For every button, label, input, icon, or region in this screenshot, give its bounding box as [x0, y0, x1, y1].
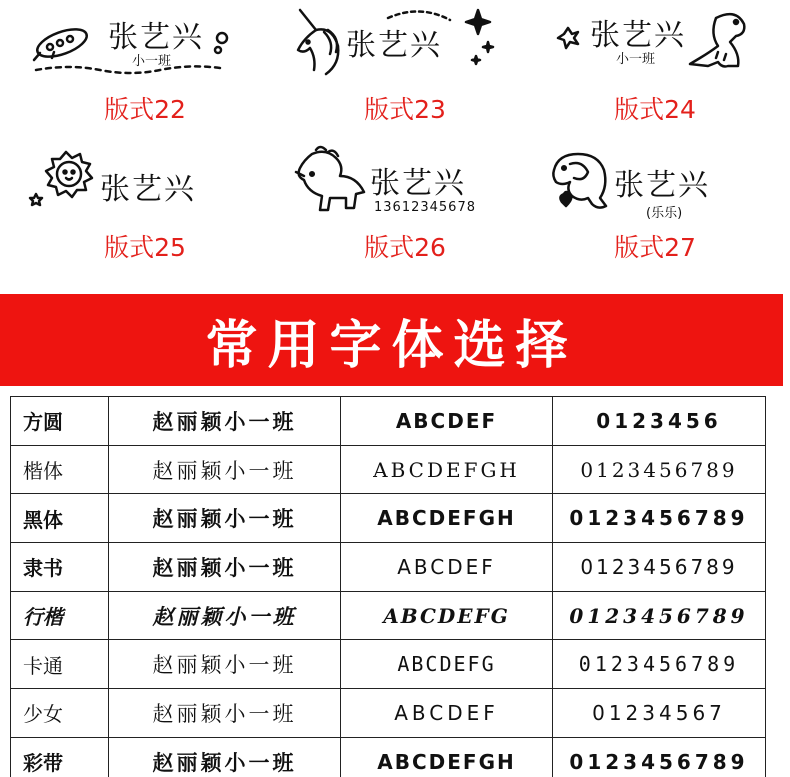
chinese-sample: 赵丽颖小一班 [109, 445, 341, 494]
chinese-sample: 赵丽颖小一班 [109, 591, 341, 640]
number-sample: 0123456789 [553, 543, 766, 592]
stamp-name: 张艺兴 [370, 166, 466, 201]
style-sample-22[interactable] [30, 8, 260, 138]
style-sample-27[interactable] [540, 146, 770, 276]
style-label: 版式26 [364, 233, 446, 262]
number-sample: 0123456789 [553, 591, 766, 640]
letter-sample: ABCDEFGH [341, 494, 553, 543]
font-name: 行楷 [11, 591, 109, 640]
style-sample-26[interactable] [290, 146, 520, 276]
stamp-sub: 小一班 [616, 52, 656, 67]
table-row[interactable] [11, 640, 766, 689]
stamp-sub: 小一班 [132, 54, 172, 69]
style-sample-24[interactable] [540, 8, 770, 138]
font-name: 楷体 [11, 445, 109, 494]
letter-sample: ABCDEF [341, 689, 553, 738]
stamp-name: 张艺兴 [590, 18, 686, 53]
font-name: 黑体 [11, 494, 109, 543]
chinese-sample: 赵丽颖小一班 [109, 640, 341, 689]
font-table [10, 396, 766, 777]
table-row[interactable] [11, 494, 766, 543]
font-name: 隶书 [11, 543, 109, 592]
stamp-name: 张艺兴 [100, 172, 196, 207]
number-sample: 0123456789 [553, 640, 766, 689]
letter-sample: ABCDEFG [341, 591, 553, 640]
table-row[interactable] [11, 689, 766, 738]
number-sample: 01234567 [553, 689, 766, 738]
stamp-style-samples [0, 0, 790, 294]
number-sample: 0123456789 [553, 737, 766, 777]
stamp-name: 张艺兴 [108, 20, 204, 55]
chinese-sample: 赵丽颖小一班 [109, 397, 341, 446]
letter-sample: ABCDEFGH [341, 445, 553, 494]
style-label: 版式25 [104, 233, 186, 262]
style-label: 版式27 [614, 233, 696, 262]
style-label: 版式22 [104, 95, 186, 124]
stamp-sub: (乐乐) [646, 206, 683, 221]
font-name: 彩带 [11, 737, 109, 777]
stamp-sub: 13612345678 [374, 200, 476, 215]
chinese-sample: 赵丽颖小一班 [109, 737, 341, 777]
table-row[interactable] [11, 591, 766, 640]
letter-sample: ABCDEF [341, 543, 553, 592]
letter-sample: ABCDEFGH [341, 737, 553, 777]
font-name: 方圆 [11, 397, 109, 446]
table-row[interactable] [11, 445, 766, 494]
table-row[interactable] [11, 543, 766, 592]
chinese-sample: 赵丽颖小一班 [109, 689, 341, 738]
font-name: 少女 [11, 689, 109, 738]
chinese-sample: 赵丽颖小一班 [109, 543, 341, 592]
letter-sample: ABCDEFG [341, 640, 553, 689]
style-sample-25[interactable] [30, 146, 260, 276]
stamp-name: 张艺兴 [614, 168, 710, 203]
letter-sample: ABCDEF [341, 397, 553, 446]
style-sample-23[interactable] [290, 8, 520, 138]
number-sample: 0123456 [553, 397, 766, 446]
stamp-name: 张艺兴 [346, 28, 442, 63]
style-label: 版式24 [614, 95, 696, 124]
number-sample: 0123456789 [553, 494, 766, 543]
table-row[interactable] [11, 737, 766, 777]
chinese-sample: 赵丽颖小一班 [109, 494, 341, 543]
table-row[interactable] [11, 397, 766, 446]
number-sample: 0123456789 [553, 445, 766, 494]
banner-title: 常用字体选择 [205, 315, 578, 376]
style-label: 版式23 [364, 95, 446, 124]
font-name: 卡通 [11, 640, 109, 689]
font-selection-banner [0, 294, 783, 386]
